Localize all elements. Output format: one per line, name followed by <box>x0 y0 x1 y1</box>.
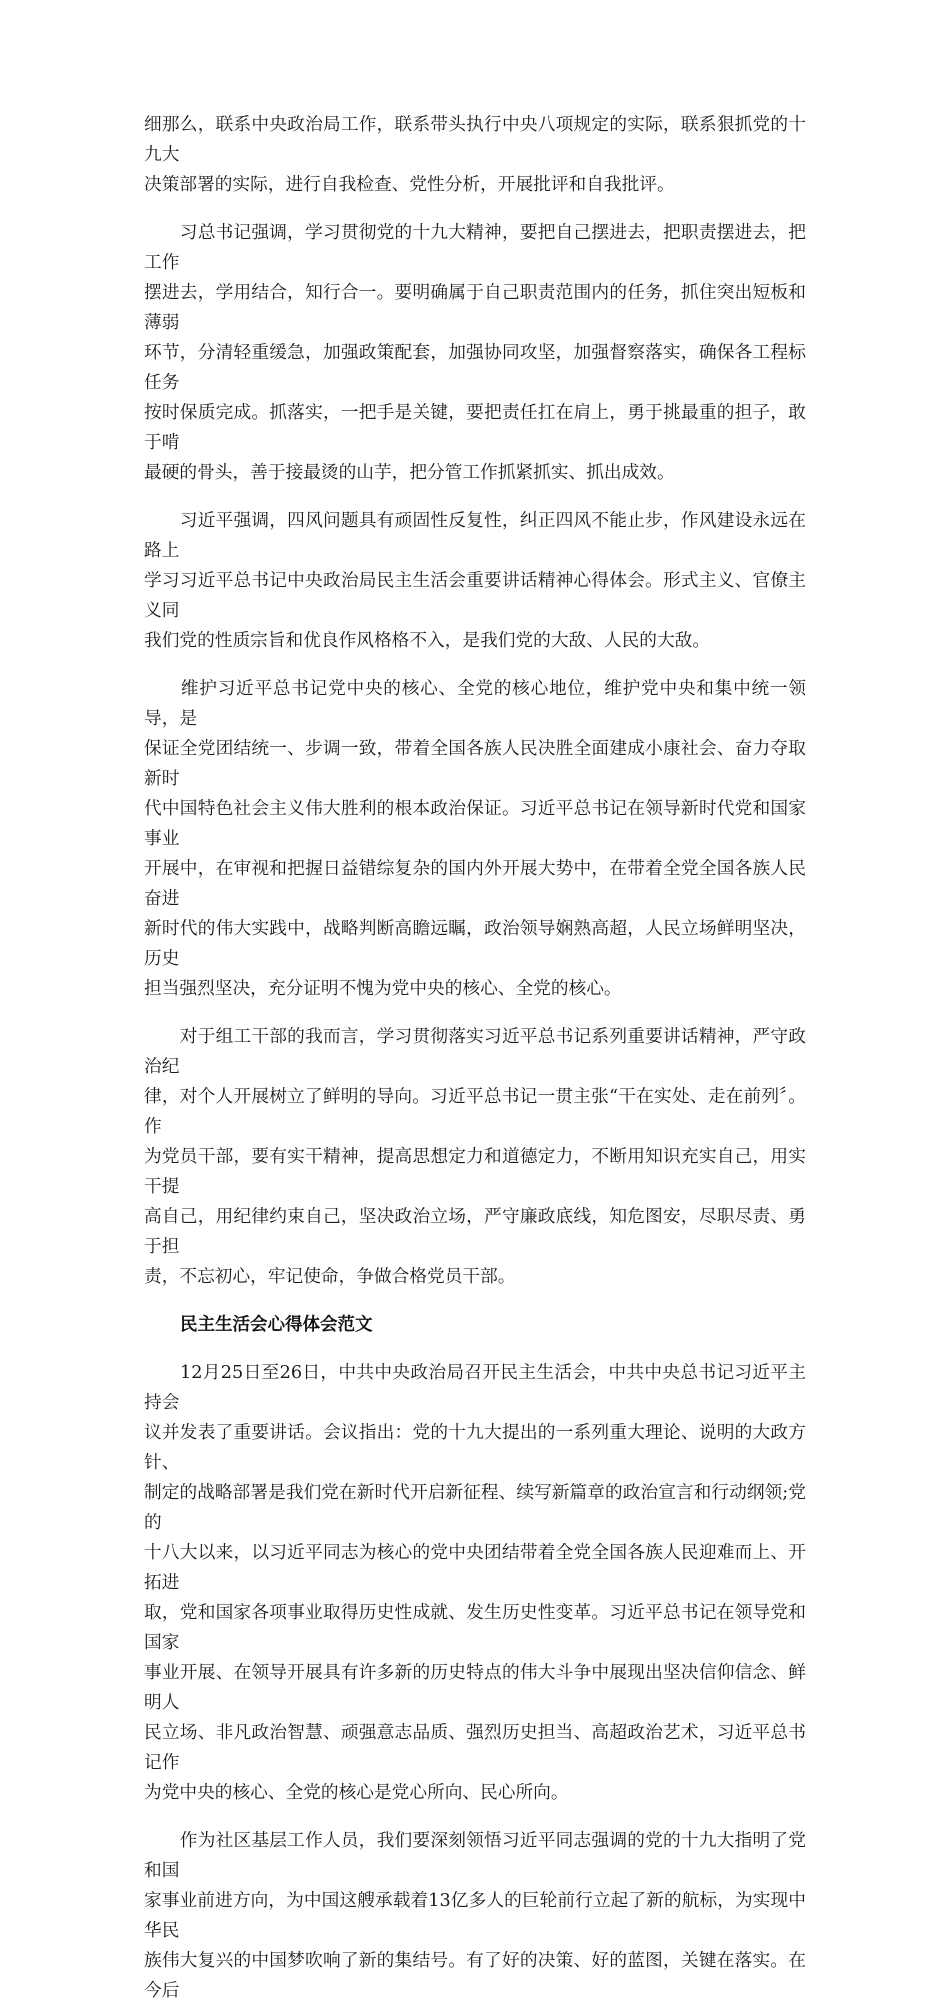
paragraph-7: 作为社区基层工作人员，我们要深刻领悟习近平同志强调的党的十九大指明了党和国 家事业前进方向，为中国这艘承载着13亿多人的巨轮前行立起了新的航标，为实现中华民 族伟大复兴的中国梦吹响了新的集结号。有了好的决策、好的蓝图，关键在落实。在今后 <box>144 1831 806 2001</box>
document-page <box>144 110 806 2006</box>
paragraph-2: 习总书记强调，学习贯彻党的十九大精神，要把自己摆进去，把职责摆进去，把工作 摆进去，学用结合，知行合一。要明确属于自己职责范围内的任务，抓住突出短板和薄弱 环节，分清轻重缓急，加强政策配套，加强协同攻坚，加强督察落实，确保各工程标任务 按时保质完成。抓落实，一把手是关键，要把责任扛在肩上，勇于挑最重的担子，敢于啃 最硬的骨头，善于接最烫的山芋，把分管工作抓紧抓实、抓出成效。 <box>144 223 806 483</box>
paragraph-5: 对于组工干部的我而言，学习贯彻落实习近平总书记系列重要讲话精神，严守政治纪 律，对个人开展树立了鲜明的导向。习近平总书记一贯主张“干在实处、走在前列〞。作 为党员干部，要有实干精神，提高思想定力和道德定力，不断用知识充实自己，用实干提 高自己，用纪律约束自己，坚决政治立场，严守廉政底线，知危图安，尽职尽责、勇于担 责，不忘初心，牢记使命，争做合格党员干部。 <box>144 1027 806 1287</box>
paragraph-4: 维护习近平总书记党中央的核心、全党的核心地位，维护党中央和集中统一领导，是 保证全党团结统一、步调一致，带着全国各族人民决胜全面建成小康社会、奋力夺取新时 代中国特色社会主义伟大胜利的根本政治保证。习近平总书记在领导新时代党和国家事业 开展中，在审视和把握日益错综复杂的国内外开展大势中，在带着全党全国各族人民奋进 新时代的伟大实践中，战略判断高瞻远瞩，政治领导娴熟高超，人民立场鲜明坚决，历史 担当强烈坚决，充分证明不愧为党中央的核心、全党的核心。 <box>144 679 806 999</box>
paragraph-6: 12月25日至26日，中共中央政治局召开民主生活会，中共中央总书记习近平主持会 议并发表了重要讲话。会议指出：党的十九大提出的一系列重大理论、说明的大政方针、 制定的战略部署是我们党在新时代开启新征程、续写新篇章的政治宣言和行动纲领;党的 十八大以来，以习近平同志为核心的党中央团结带着全党全国各族人民迎难而上、开拓进 取，党和国家各项事业取得历史性成就、发生历史性变革。习近平总书记在领导党和国家 事业开展、在领导开展具有许多新的历史特点的伟大斗争中展现出坚决信仰信念、鲜明人 民立场、非凡政治智慧、顽强意志品质、强烈历史担当、高超政治艺术，习近平总书记作 为党中央的核心、全党的核心是党心所向、民心所向。 <box>144 1363 806 1803</box>
paragraph-3: 习近平强调，四风问题具有顽固性反复性，纠正四风不能止步，作风建设永远在路上 学习习近平总书记中央政治局民主生活会重要讲话精神心得体会。形式主义、官僚主义同 我们党的性质宗旨和优良作风格格不入，是我们党的大敌、人民的大敌。 <box>144 511 806 651</box>
section-heading: 民主生活会心得体会范文 <box>180 1315 373 1335</box>
paragraph-1: 细那么，联系中央政治局工作，联系带头执行中央八项规定的实际，联系狠抓党的十九大 决策部署的实际，进行自我检查、党性分析，开展批评和自我批评。 <box>144 115 806 195</box>
